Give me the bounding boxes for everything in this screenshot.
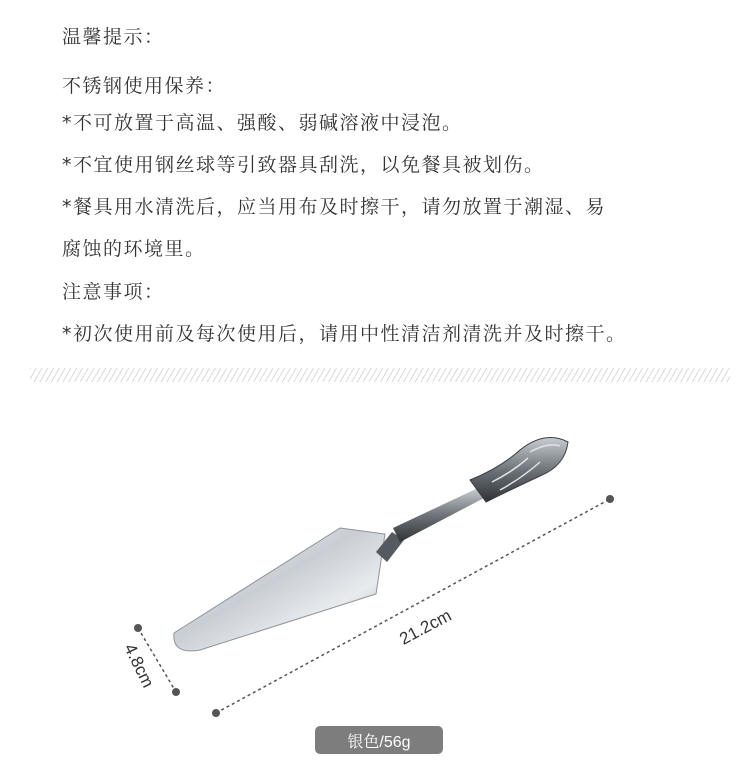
notes-heading: 注意事项：	[62, 281, 165, 303]
server-handle-shaft	[393, 488, 484, 542]
care-item-1: *不可放置于高温、强酸、弱碱溶液中浸泡。	[62, 112, 463, 134]
note-item-1: *初次使用前及每次使用后，请用中性清洁剂清洗并及时擦干。	[62, 323, 627, 345]
width-label: 4.8cm	[120, 640, 158, 691]
care-item-3-line-2: 腐蚀的环境里。	[62, 238, 206, 260]
cake-server-image	[174, 438, 568, 651]
care-item-2: *不宜使用钢丝球等引致器具刮洗，以免餐具被划伤。	[62, 154, 545, 176]
server-blade	[174, 528, 385, 651]
care-heading: 不锈钢使用保养：	[62, 75, 227, 97]
server-handle-ornament	[470, 438, 568, 503]
tips-title: 温馨提示：	[62, 26, 165, 48]
variant-badge: 银色/56g	[315, 726, 443, 754]
care-item-3-line-1: *餐具用水清洗后，应当用布及时擦干，请勿放置于潮湿、易	[62, 196, 607, 218]
length-label: 21.2cm	[396, 605, 455, 649]
